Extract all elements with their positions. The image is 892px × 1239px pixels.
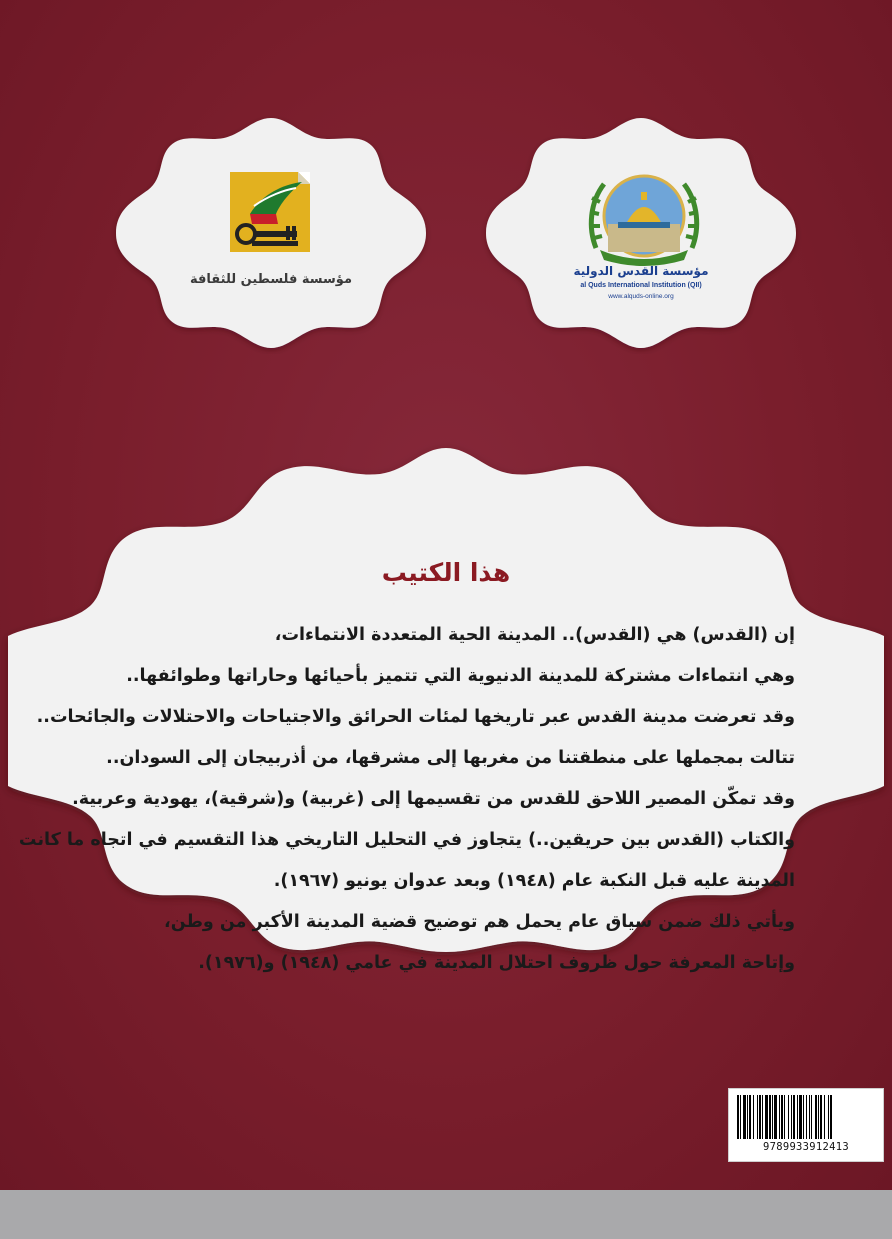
barcode-bar: [743, 1095, 746, 1139]
body-line: إن (القدس) هي (القدس).. المدينة الحية المتعددة الانتماءات،: [274, 625, 795, 645]
barcode-bar: [806, 1095, 807, 1139]
body-line: المدينة عليه قبل النكبة عام (١٩٤٨) وبعد عدوان يونيو (١٩٦٧).: [273, 871, 795, 891]
body-line: ويأتي ذلك ضمن سياق عام يحمل هم توضيح قضية المدينة الأكبر من وطن،: [164, 912, 795, 932]
body-line: وهي انتماءات مشتركة للمدينة الدنيوية التي تتميز بأحيائها وحاراتها وطوائفها..: [126, 666, 795, 686]
bottom-strip: [0, 1190, 892, 1239]
publisher-name: مؤسسة فلسطين للثقافة: [190, 272, 352, 287]
key-and-flag-logo-icon: [228, 170, 312, 254]
institution-name-arabic: مؤسسة القدس الدولية: [573, 264, 709, 278]
body-line: تتالت بمجملها على منطقتنا من مغربها إلى مشرقها، من أذربيجان إلى السودان..: [106, 748, 795, 768]
barcode-bar: [749, 1095, 751, 1139]
barcode-bar: [737, 1095, 739, 1139]
isbn-number: 9789933912413: [762, 1141, 850, 1153]
barcode-bar: [759, 1095, 761, 1139]
isbn-barcode: [728, 1088, 884, 1162]
barcode-bar: [779, 1095, 780, 1139]
barcode-bar: [757, 1095, 758, 1139]
panel-title: هذا الكتيب: [381, 558, 511, 587]
barcode-bar: [772, 1095, 773, 1139]
body-line: وإتاحة المعرفة حول ظروف احتلال المدينة في عامي (١٩٤٨) و(١٩٧٦).: [198, 953, 795, 973]
barcode-bar: [784, 1095, 785, 1139]
barcode-bar: [774, 1095, 777, 1139]
barcode-bar: [753, 1095, 754, 1139]
panel-body: [18, 615, 795, 984]
barcode-bar: [765, 1095, 768, 1139]
dome-of-the-rock-emblem-icon: [578, 168, 710, 268]
body-line: وقد تعرضت مدينة القدس عبر تاريخها لمئات الحرائق والاجتياحات والاحتلالات والجائحات..: [36, 707, 795, 727]
body-line: وقد تمكّن المصير اللاحق للقدس من تقسيمها إلى (غربية) و(شرقية)، يهودية وعربية.: [72, 789, 795, 809]
barcode-bar: [799, 1095, 802, 1139]
institution-website: www.alquds-online.org: [608, 293, 674, 300]
barcode-icon: [735, 1095, 877, 1139]
barcode-bar: [788, 1095, 789, 1139]
institution-badge: [478, 112, 804, 354]
barcode-bar: [781, 1095, 783, 1139]
barcode-bar: [769, 1095, 771, 1139]
barcode-bar: [818, 1095, 819, 1139]
barcode-bar: [815, 1095, 817, 1139]
barcode-bar: [828, 1095, 829, 1139]
barcode-bar: [820, 1095, 822, 1139]
barcode-bar: [797, 1095, 798, 1139]
institution-name-english: al Quds International Institution (QII): [580, 282, 702, 289]
body-line: والكتاب (القدس بين حريقين..) يتجاوز في التحليل التاريخي هذا التقسيم في اتجاه ما كانت: [18, 830, 795, 850]
publisher-badge: [108, 112, 434, 354]
barcode-bar: [830, 1095, 832, 1139]
barcode-bar: [791, 1095, 792, 1139]
barcode-bar: [740, 1095, 741, 1139]
barcode-bar: [747, 1095, 748, 1139]
barcode-bar: [824, 1095, 825, 1139]
barcode-bar: [803, 1095, 804, 1139]
blurb-panel: [0, 440, 892, 973]
barcode-bar: [762, 1095, 763, 1139]
barcode-bar: [793, 1095, 795, 1139]
barcode-bar: [809, 1095, 810, 1139]
barcode-bar: [811, 1095, 812, 1139]
